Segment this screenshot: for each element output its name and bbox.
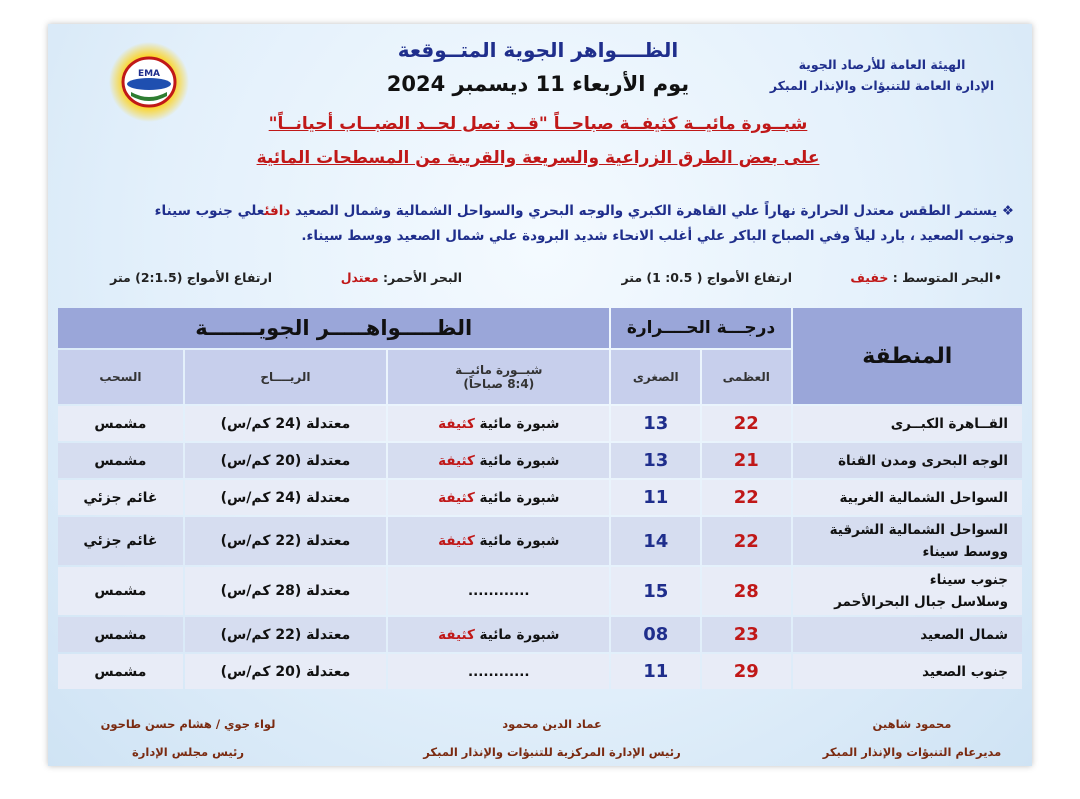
max-temp-cell: 23: [702, 617, 791, 652]
min-temp-cell: 15: [611, 567, 700, 615]
max-temp-cell: 28: [702, 567, 791, 615]
cloud-cell: مشمس: [58, 443, 183, 478]
min-temp-cell: 13: [611, 443, 700, 478]
region-cell: السواحل الشمالية الشرقية ووسط سيناء: [793, 517, 1022, 565]
wind-cell: معتدلة (24 كم/س): [185, 406, 386, 441]
max-temp-header: العظمى: [702, 350, 791, 404]
bullet-icon: •: [994, 270, 1002, 285]
mediterranean-waves: ارتفاع الأمواج ( 0.5: 1) متر: [621, 270, 792, 285]
cloud-cell: غائم جزئي: [58, 480, 183, 515]
fog-cell: شبورة مائية كثيفة: [388, 617, 609, 652]
wind-cell: معتدلة (24 كم/س): [185, 480, 386, 515]
signature-left: لواء جوي / هشام حسن طاحون رئيس مجلس الإدارة: [100, 717, 276, 759]
table-row: [58, 480, 1022, 515]
weather-phenomena-header: الظـــــواهـــــر الجويـــــــة: [58, 308, 609, 348]
forecast-table: [56, 306, 1024, 691]
table-row: [58, 654, 1022, 689]
table-row: [58, 517, 1022, 565]
max-temp-cell: 29: [702, 654, 791, 689]
min-temp-header: الصغرى: [611, 350, 700, 404]
cloud-cell: مشمس: [58, 617, 183, 652]
wind-cell: معتدلة (20 كم/س): [185, 443, 386, 478]
wind-cell: معتدلة (20 كم/س): [185, 654, 386, 689]
region-header: المنطقة: [793, 308, 1022, 404]
organization-name: [752, 54, 1012, 96]
ema-logo: [100, 42, 198, 122]
wind-header: الريــــاح: [185, 350, 386, 404]
fog-cell: ............: [388, 654, 609, 689]
max-temp-cell: 22: [702, 480, 791, 515]
fog-cell: شبورة مائية كثيفة: [388, 517, 609, 565]
fog-warning-line-2: على بعض الطرق الزراعية والسريعة والقريبة من المسطحات المائية: [256, 148, 820, 168]
fog-cell: شبورة مائية كثيفة: [388, 443, 609, 478]
temperature-header: درجـــة الحــــرارة: [611, 308, 790, 348]
fog-cell: شبورة مائية كثيفة: [388, 406, 609, 441]
region-cell: القــاهرة الكبــرى: [793, 406, 1022, 441]
cloud-cell: مشمس: [58, 406, 183, 441]
max-temp-cell: 21: [702, 443, 791, 478]
forecast-line-1: ❖ يستمر الطقس معتدل الحرارة نهاراً علي القاهرة الكبري والوجه البحري والسواحل الشمالية وشمال الصعيد دافئعلي جنوب سيناء: [154, 203, 1014, 219]
mediterranean-state: • البحر المتوسط : خفيف: [850, 270, 1002, 285]
org-line-1: الهيئة العامة للأرصاد الجوية: [798, 57, 966, 72]
svg-text:EMA: EMA: [137, 69, 161, 79]
min-temp-cell: 08: [611, 617, 700, 652]
bullet-icon: ❖: [1001, 203, 1014, 219]
table-row: [58, 617, 1022, 652]
region-cell: الوجه البحرى ومدن القناة: [793, 443, 1022, 478]
bulletin-title: الظــــواهر الجوية المتــوقعة: [397, 38, 679, 62]
red-sea-state: البحر الأحمر: معتدل: [340, 270, 462, 285]
table-row: [58, 567, 1022, 615]
cloud-header: السحب: [58, 350, 183, 404]
min-temp-cell: 11: [611, 654, 700, 689]
fog-cell: شبورة مائية كثيفة: [388, 480, 609, 515]
table-row: [58, 406, 1022, 441]
forecast-paragraph: [62, 199, 1014, 249]
signature-center: عماد الدين محمود رئيس الإدارة المركزية للتنبؤات والإنذار المبكر: [423, 717, 681, 759]
bulletin-sheet: [48, 24, 1032, 766]
wind-cell: معتدلة (28 كم/س): [185, 567, 386, 615]
fog-header: شبــورة مائيــة (8:4 صباحاً): [388, 350, 609, 404]
min-temp-cell: 14: [611, 517, 700, 565]
region-cell: شمال الصعيد: [793, 617, 1022, 652]
sea-state: [68, 270, 1002, 294]
cloud-cell: مشمس: [58, 567, 183, 615]
signature-right: محمود شاهين مديرعام التنبؤات والإنذار المبكر: [822, 717, 1002, 759]
bulletin-date: يوم الأربعاء 11 ديسمبر 2024: [386, 72, 690, 96]
min-temp-cell: 13: [611, 406, 700, 441]
min-temp-cell: 11: [611, 480, 700, 515]
table-row: [58, 443, 1022, 478]
fog-warning-line-1: شبــورة مائيــة كثيفــة صباحــاً "قــد تصل لحــد الضبــاب أحيانــاً": [268, 114, 808, 134]
wind-cell: معتدلة (22 كم/س): [185, 617, 386, 652]
max-temp-cell: 22: [702, 406, 791, 441]
fog-cell: ............: [388, 567, 609, 615]
region-cell: السواحل الشمالية الغربية: [793, 480, 1022, 515]
cloud-cell: مشمس: [58, 654, 183, 689]
region-cell: جنوب سيناء وسلاسل جبال البحرالأحمر: [793, 567, 1022, 615]
max-temp-cell: 22: [702, 517, 791, 565]
wind-cell: معتدلة (22 كم/س): [185, 517, 386, 565]
region-cell: جنوب الصعيد: [793, 654, 1022, 689]
forecast-line-2: وجنوب الصعيد ، بارد ليلاً وفي الصباح الباكر علي أغلب الانحاء شديد البرودة علي شمال الصعيد ووسط سيناء.: [301, 228, 1014, 244]
org-line-2: الإدارة العامة للتنبؤات والإنذار المبكر: [769, 78, 995, 93]
cloud-cell: غائم جزئي: [58, 517, 183, 565]
red-sea-waves: ارتفاع الأمواج (2:1.5) متر: [110, 270, 272, 285]
